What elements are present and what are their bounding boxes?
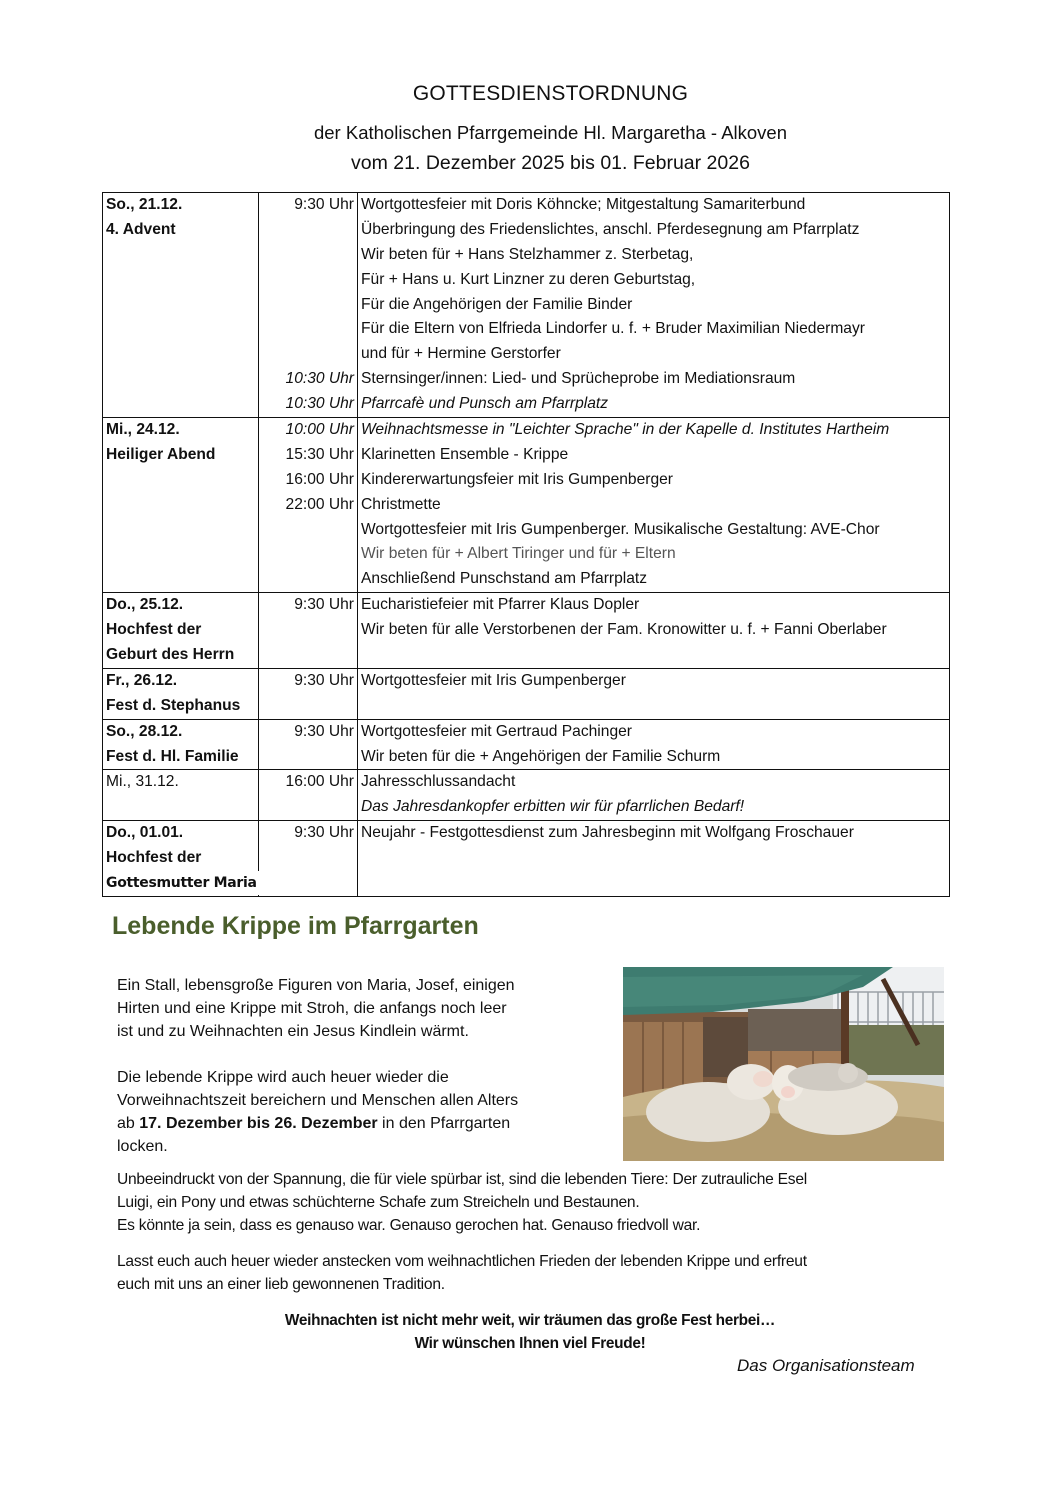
schedule-time-cell xyxy=(259,821,358,897)
schedule-feast xyxy=(103,468,258,493)
krippe-intro-text xyxy=(117,974,587,1158)
schedule-day-cell xyxy=(103,193,259,418)
text-line: Luigi, ein Pony und etwas schüchterne Schafe zum Streicheln und Bestaunen. xyxy=(117,1194,640,1211)
service-description: Wir beten für + Albert Tiringer und für + Eltern xyxy=(361,545,676,563)
schedule-feast xyxy=(103,567,258,592)
service-description xyxy=(358,846,949,871)
schedule-day-cell xyxy=(103,719,259,770)
schedule-description-cell xyxy=(358,418,950,593)
service-time xyxy=(259,846,357,871)
schedule-feast: Hochfest der xyxy=(106,621,202,639)
text-line: locken. xyxy=(117,1138,168,1155)
schedule-time-cell xyxy=(259,719,358,770)
text-line: euch mit uns an einer lieb gewonnenen Tradition. xyxy=(117,1276,445,1293)
schedule-feast xyxy=(103,243,258,268)
service-time: 22:00 Uhr xyxy=(285,495,354,513)
schedule-row xyxy=(103,593,950,669)
service-time: 15:30 Uhr xyxy=(285,445,354,463)
service-description: Klarinetten Ensemble - Krippe xyxy=(361,445,569,463)
schedule-feast xyxy=(103,392,258,417)
service-description: Für + Hans u. Kurt Linzner zu deren Geburtstag, xyxy=(361,270,696,288)
schedule-feast xyxy=(103,317,258,342)
schedule-time-cell xyxy=(259,668,358,719)
service-time xyxy=(259,518,357,543)
service-time xyxy=(259,618,357,643)
text-line: Unbeeindruckt von der Spannung, die für viele spürbar ist, sind die lebenden Tiere: Der zutrauliche Esel xyxy=(117,1171,807,1188)
service-time: 9:30 Uhr xyxy=(294,722,354,740)
service-description: Wir beten für die + Angehörigen der Familie Schurm xyxy=(361,747,721,765)
schedule-date: Fr., 26.12. xyxy=(106,671,178,689)
service-description xyxy=(358,643,949,668)
krippe-invitation-text xyxy=(117,1250,937,1296)
schedule-date: Mi., 31.12. xyxy=(106,773,179,791)
closing-line-2: Wir wünschen Ihnen viel Freude! xyxy=(414,1335,646,1352)
page-title: GOTTESDIENSTORDNUNG xyxy=(412,82,689,105)
schedule-feast xyxy=(103,493,258,518)
schedule-feast: Heiliger Abend xyxy=(106,445,216,463)
service-time xyxy=(259,643,357,668)
schedule-feast: 4. Advent xyxy=(106,220,176,238)
schedule-description-cell xyxy=(358,719,950,770)
schedule-description-cell xyxy=(358,593,950,669)
service-description xyxy=(358,694,949,719)
schedule-row xyxy=(103,719,950,770)
text-line: ab 17. Dezember bis 26. Dezember in den Pfarrgarten xyxy=(117,1115,511,1132)
schedule-time-cell xyxy=(259,418,358,593)
parish-subtitle: der Katholischen Pfarrgemeinde Hl. Margaretha - Alkoven xyxy=(313,122,788,143)
service-description: Wortgottesfeier mit Iris Gumpenberger. Musikalische Gestaltung: AVE-Chor xyxy=(361,520,880,538)
service-time xyxy=(259,745,357,770)
service-description: Kindererwartungsfeier mit Iris Gumpenberger xyxy=(361,470,674,488)
service-description: Wortgottesfeier mit Doris Köhncke; Mitgestaltung Samariterbund xyxy=(361,196,806,213)
schedule-date: So., 21.12. xyxy=(106,196,183,213)
service-description: Wir beten für alle Verstorbenen der Fam. Kronowitter u. f. + Fanni Oberlaber xyxy=(361,621,887,639)
service-time xyxy=(259,342,357,367)
service-time xyxy=(259,795,357,820)
schedule-feast xyxy=(103,518,258,543)
text-line: Es könnte ja sein, dass es genauso war. Genauso gerochen hat. Genauso friedvoll war. xyxy=(117,1217,701,1234)
schedule-feast: Fest d. Hl. Familie xyxy=(106,747,239,765)
schedule-description-cell xyxy=(358,193,950,418)
service-time: 16:00 Uhr xyxy=(285,773,354,791)
service-time: 10:30 Uhr xyxy=(285,395,354,413)
schedule-date: Mi., 24.12. xyxy=(106,421,180,439)
signature: Das Organisationsteam xyxy=(737,1356,915,1375)
sheep-photo xyxy=(623,967,944,1161)
schedule-feast xyxy=(103,268,258,293)
date-highlight: 17. Dezember bis 26. Dezember xyxy=(139,1115,378,1132)
text-line: ist und zu Weihnachten ein Jesus Kindlein wärmt. xyxy=(117,1023,469,1040)
schedule-feast: Fest d. Stephanus xyxy=(106,696,241,714)
service-description: Pfarrcafè und Punsch am Pfarrplatz xyxy=(361,395,609,413)
schedule-table xyxy=(102,192,950,897)
service-time xyxy=(259,243,357,268)
service-description: Für die Eltern von Elfrieda Lindorfer u. f. + Bruder Maximilian Niedermayr xyxy=(361,320,865,338)
text-line: Die lebende Krippe wird auch heuer wieder die xyxy=(117,1069,449,1086)
service-time xyxy=(259,317,357,342)
text-line: Vorweihnachtszeit bereichern und Menschen allen Alters xyxy=(117,1092,519,1109)
service-description: Jahresschlussandacht xyxy=(361,773,516,791)
schedule-date: So., 28.12. xyxy=(106,722,183,740)
schedule-feast xyxy=(103,542,258,567)
schedule-row xyxy=(103,668,950,719)
text-line: Lasst euch auch heuer wieder anstecken vom weihnachtlichen Frieden der lebenden Krippe und erfreut xyxy=(117,1253,807,1270)
schedule-description-cell xyxy=(358,821,950,897)
service-description: Christmette xyxy=(361,495,441,513)
schedule-day-cell xyxy=(103,668,259,719)
service-time xyxy=(259,694,357,719)
service-time: 10:00 Uhr xyxy=(285,421,354,439)
service-time xyxy=(259,567,357,592)
schedule-day-cell xyxy=(103,593,259,669)
service-description: Anschließend Punschstand am Pfarrplatz xyxy=(361,570,648,588)
schedule-time-cell xyxy=(259,193,358,418)
service-description: Weihnachtsmesse in "Leichter Sprache" in der Kapelle d. Institutes Hartheim xyxy=(361,421,890,439)
service-description xyxy=(358,871,949,896)
schedule-time-cell xyxy=(259,593,358,669)
schedule-feast: Geburt des Herrn xyxy=(106,646,235,664)
schedule-description-cell xyxy=(358,770,950,821)
schedule-feast xyxy=(103,342,258,367)
text-line: Hirten und eine Krippe mit Stroh, die anfangs noch leer xyxy=(117,1000,507,1017)
service-description: Sternsinger/innen: Lied- und Sprücheprobe im Mediationsraum xyxy=(361,370,796,388)
service-description: Neujahr - Festgottesdienst zum Jahresbeginn mit Wolfgang Froschauer xyxy=(361,824,854,842)
text-line: Ein Stall, lebensgroße Figuren von Maria, Josef, einigen xyxy=(117,977,515,994)
service-time xyxy=(259,218,357,243)
schedule-row xyxy=(103,770,950,821)
service-time xyxy=(259,268,357,293)
schedule-day-cell xyxy=(103,821,259,897)
schedule-day-cell xyxy=(103,770,259,821)
service-time: 10:30 Uhr xyxy=(285,370,354,388)
service-description: Wir beten für + Hans Stelzhammer z. Sterbetag, xyxy=(361,245,694,263)
service-description: und für + Hermine Gerstorfer xyxy=(361,345,561,363)
service-time: 16:00 Uhr xyxy=(285,470,354,488)
schedule-feast xyxy=(103,795,258,820)
service-time xyxy=(259,542,357,567)
service-description: Überbringung des Friedenslichtes, anschl. Pferdesegnung am Pfarrplatz xyxy=(361,220,860,238)
service-time: 9:30 Uhr xyxy=(294,824,354,842)
section-title-krippe: Lebende Krippe im Pfarrgarten xyxy=(112,912,479,940)
schedule-day-cell xyxy=(103,418,259,593)
schedule-date: Do., 25.12. xyxy=(106,596,184,614)
service-description: Wortgottesfeier mit Iris Gumpenberger xyxy=(361,671,626,689)
service-description: Das Jahresdankopfer erbitten wir für pfarrlichen Bedarf! xyxy=(361,798,745,816)
date-range: vom 21. Dezember 2025 bis 01. Februar 2026 xyxy=(351,152,750,174)
schedule-date: Do., 01.01. xyxy=(106,824,184,842)
schedule-description-cell xyxy=(358,668,950,719)
schedule-feast xyxy=(103,293,258,318)
schedule-feast: Hochfest der xyxy=(106,849,202,867)
schedule-row xyxy=(103,193,950,418)
schedule-row xyxy=(103,418,950,593)
service-time: 9:30 Uhr xyxy=(294,196,354,213)
service-time xyxy=(259,293,357,318)
service-description: Wortgottesfeier mit Gertraud Pachinger xyxy=(361,722,632,740)
service-time xyxy=(259,871,357,896)
service-time: 9:30 Uhr xyxy=(294,671,354,689)
closing-line-1: Weihnachten ist nicht mehr weit, wir träumen das große Fest herbei… xyxy=(284,1312,776,1329)
schedule-feast xyxy=(103,367,258,392)
schedule-row xyxy=(103,821,950,897)
schedule-feast: Gottesmutter Maria xyxy=(106,875,257,892)
schedule-time-cell xyxy=(259,770,358,821)
krippe-animals-text xyxy=(117,1168,937,1237)
service-description: Für die Angehörigen der Familie Binder xyxy=(361,295,633,313)
service-description: Eucharistiefeier mit Pfarrer Klaus Dopler xyxy=(361,596,640,614)
service-time: 9:30 Uhr xyxy=(294,596,354,614)
